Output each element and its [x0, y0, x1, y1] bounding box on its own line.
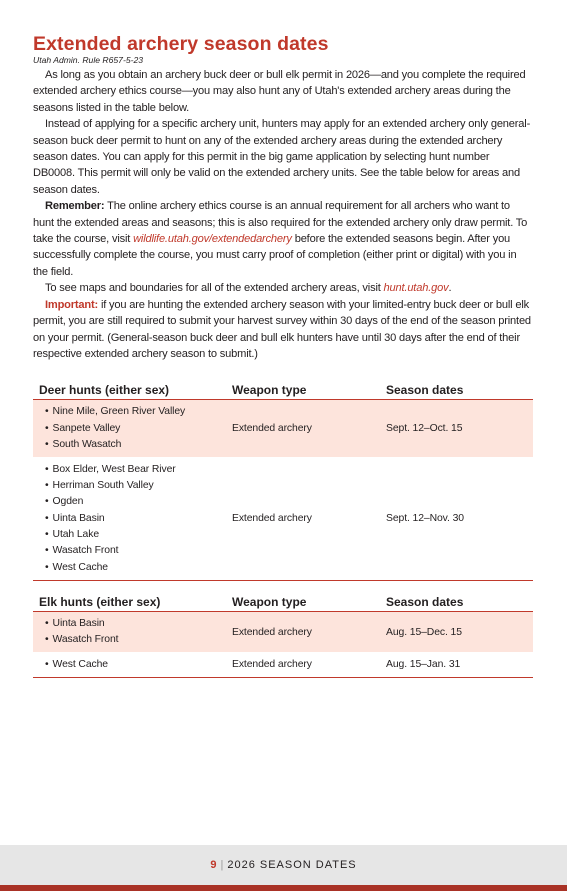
deer-hunts-header: Deer hunts (either sex)	[33, 382, 226, 400]
list-item: • Ogden	[45, 494, 226, 510]
table-row	[33, 457, 533, 581]
table-header-row	[33, 382, 533, 400]
list-item: • Herriman South Valley	[45, 478, 226, 494]
remember-text-b: before the extended seasons begin. After you successfully complete the course, you must carry proof of completion (either print or digital) with you in the field.	[33, 233, 517, 278]
season-dates-cell: Aug. 15–Jan. 31	[380, 652, 533, 678]
weapon-type-cell: Extended archery	[226, 400, 380, 458]
remember-text-a: The online archery ethics course is an annual requirement for all archers who want to hunt the extended areas and seasons; this is also required for the extended archery only draw permit. To take the course, visit	[33, 200, 528, 246]
weapon-type-header: Weapon type	[226, 594, 380, 612]
important-text: if you are hunting the extended archery season with your limited-entry buck deer or bull elk permit, you are still required to submit your harvest survey within 30 days of the end of the season printed on your permit. (General-season buck deer and bull elk hunters have until 30 days after the end of their respective extended archery season to submit.)	[33, 298, 531, 360]
season-dates-header: Season dates	[380, 382, 533, 400]
season-dates-header: Season dates	[380, 594, 533, 612]
list-item: • Box Elder, West Bear River	[45, 462, 226, 478]
list-item: • South Wasatch	[45, 437, 226, 453]
hunt-units-list	[39, 404, 226, 453]
footer-accent-bar	[0, 885, 567, 891]
season-dates-cell: Sept. 12–Nov. 30	[380, 457, 533, 581]
important-label: Important:	[45, 298, 99, 311]
season-dates-cell: Sept. 12–Oct. 15	[380, 400, 533, 458]
table-header-row	[33, 594, 533, 612]
footer-title: 2026 SEASON DATES	[227, 859, 357, 871]
rule-reference: Utah Admin. Rule R657-5-23	[33, 55, 144, 65]
hunt-units-list	[39, 657, 226, 673]
weapon-type-header: Weapon type	[226, 382, 380, 400]
page-content	[33, 34, 533, 678]
hunt-units-list	[39, 616, 226, 649]
maps-text-a: To see maps and boundaries for all of the extended archery areas, visit	[45, 282, 384, 295]
intro-paragraph: As long as you obtain an archery buck deer or bull elk permit in 2026—and you complete the required extended archery ethics course—you may also hunt any of Utah's extended archery areas during the seasons listed in the table below.	[33, 69, 526, 114]
maps-text-b: .	[448, 282, 452, 295]
table-row	[33, 612, 533, 653]
footer-separator: |	[220, 859, 225, 871]
table-row	[33, 400, 533, 458]
hunt-units-cell	[33, 457, 226, 581]
remember-label: Remember:	[45, 200, 105, 213]
weapon-type-cell: Extended archery	[226, 652, 380, 678]
hunt-utah-link[interactable]: hunt.utah.gov	[383, 282, 449, 295]
list-item: • Wasatch Front	[45, 632, 226, 648]
ethics-course-link[interactable]: wildlife.utah.gov/extendedarchery	[133, 233, 292, 246]
hunt-units-list	[39, 462, 226, 576]
weapon-type-cell: Extended archery	[226, 457, 380, 581]
list-item: • Wasatch Front	[45, 543, 226, 559]
elk-hunts-header: Elk hunts (either sex)	[33, 594, 226, 612]
list-item: • West Cache	[45, 657, 226, 673]
maps-paragraph	[33, 280, 533, 296]
apply-paragraph: Instead of applying for a specific archery unit, hunters may apply for an extended archery only general-season buck deer permit to hunt on any of the extended archery areas during the extended archery season dates. You can apply for this permit in the big game application by selecting hunt number DB0008. This permit will only be valid on the extended archery units. See the table below for areas and season dates.	[33, 118, 531, 196]
important-paragraph	[33, 297, 533, 363]
list-item: • Sanpete Valley	[45, 421, 226, 437]
weapon-type-cell: Extended archery	[226, 612, 380, 653]
remember-paragraph	[33, 198, 533, 280]
hunt-units-cell	[33, 652, 226, 678]
hunt-units-cell	[33, 400, 226, 458]
list-item: • Nine Mile, Green River Valley	[45, 404, 226, 420]
page-title: Extended archery season dates	[33, 33, 329, 55]
table-row	[33, 652, 533, 678]
hunt-units-cell	[33, 612, 226, 653]
list-item: • Uinta Basin	[45, 616, 226, 632]
list-item: • Uinta Basin	[45, 511, 226, 527]
season-dates-cell: Aug. 15–Dec. 15	[380, 612, 533, 653]
page-footer	[0, 845, 567, 885]
page-number: 9	[210, 859, 218, 871]
elk-hunts-table	[33, 594, 533, 678]
list-item: • West Cache	[45, 560, 226, 576]
list-item: • Utah Lake	[45, 527, 226, 543]
deer-hunts-table	[33, 382, 533, 581]
